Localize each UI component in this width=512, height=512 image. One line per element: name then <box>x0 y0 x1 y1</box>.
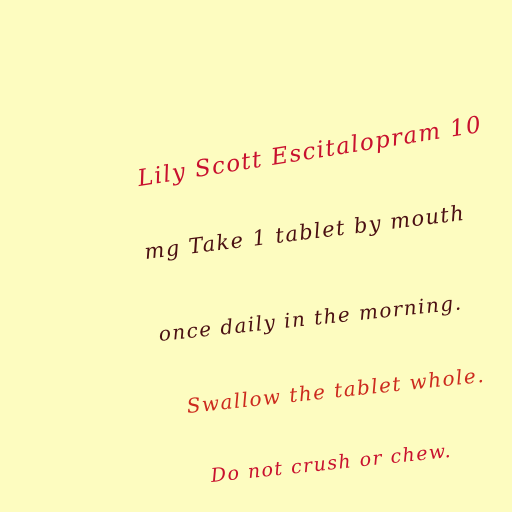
note-line-patient-drug: Lily Scott Escitalopram 10 <box>135 111 485 192</box>
note-line-swallow-instruction: Swallow the tablet whole. <box>185 362 487 418</box>
note-line-frequency: once daily in the morning. <box>157 290 464 346</box>
note-line-warning: Do not crush or chew. <box>209 439 453 487</box>
note-line-dose: mg Take 1 tablet by mouth <box>143 200 467 264</box>
